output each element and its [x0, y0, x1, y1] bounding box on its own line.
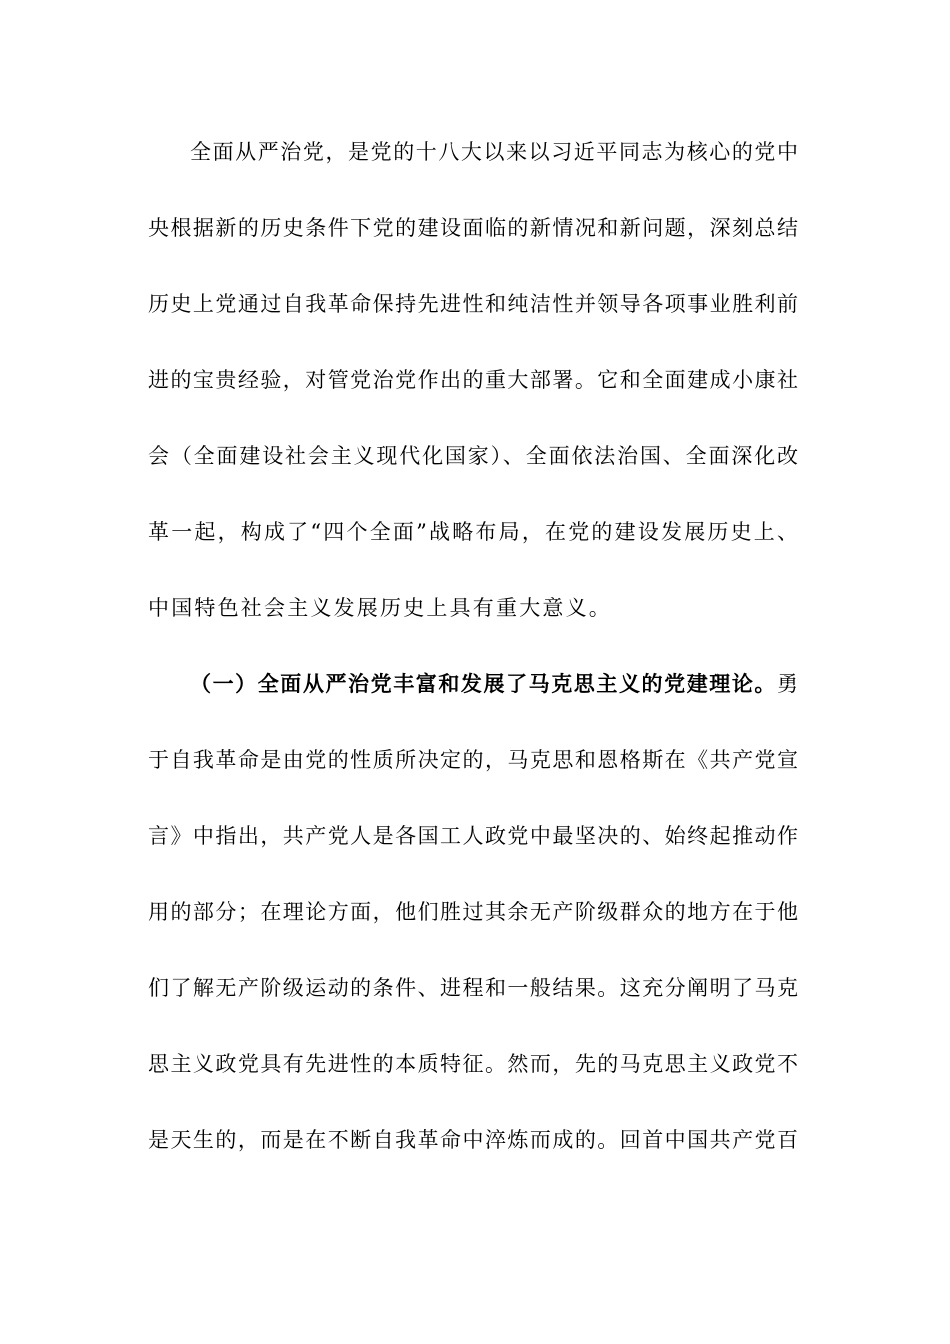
paragraph-2-line-2: 于自我革命是由党的性质所决定的，马克思和恩格斯在《共产党宣 — [148, 748, 798, 772]
paragraph-1-line-4: 进的宝贵经验，对管党治党作出的重大部署。它和全面建成小康社 — [148, 368, 798, 392]
paragraph-1-line-5: 会（全面建设社会主义现代化国家）、全面依法治国、全面深化改 — [148, 444, 798, 468]
paragraph-2-line-5: 们了解无产阶级运动的条件、进程和一般结果。这充分阐明了马克 — [148, 976, 798, 1000]
paragraph-2-line-6: 思主义政党具有先进性的本质特征。然而，先的马克思主义政党不 — [148, 1052, 798, 1076]
section-heading: （一）全面从严治党丰富和发展了马克思主义的党建理论。 — [190, 671, 777, 696]
paragraph-2-line-3: 言》中指出，共产党人是各国工人政党中最坚决的、始终起推动作 — [148, 824, 798, 848]
paragraph-1-line-1: 全面从严治党，是党的十八大以来以习近平同志为核心的党中 — [190, 140, 798, 164]
paragraph-2-heading-line — [190, 664, 798, 704]
paragraph-2-line-7: 是天生的，而是在不断自我革命中淬炼而成的。回首中国共产党百 — [148, 1128, 798, 1152]
paragraph-1-line-7: 中国特色社会主义发展历史上具有重大意义。 — [148, 596, 612, 620]
paragraph-1-line-3: 历史上党通过自我革命保持先进性和纯洁性并领导各项事业胜利前 — [148, 292, 798, 316]
heading-continuation: 勇 — [777, 672, 798, 696]
paragraph-1-line-6: 革一起，构成了“四个全面”战略布局，在党的建设发展历史上、 — [148, 520, 798, 544]
paragraph-1-line-2: 央根据新的历史条件下党的建设面临的新情况和新问题，深刻总结 — [148, 216, 798, 240]
paragraph-2-line-4: 用的部分；在理论方面，他们胜过其余无产阶级群众的地方在于他 — [148, 900, 798, 924]
